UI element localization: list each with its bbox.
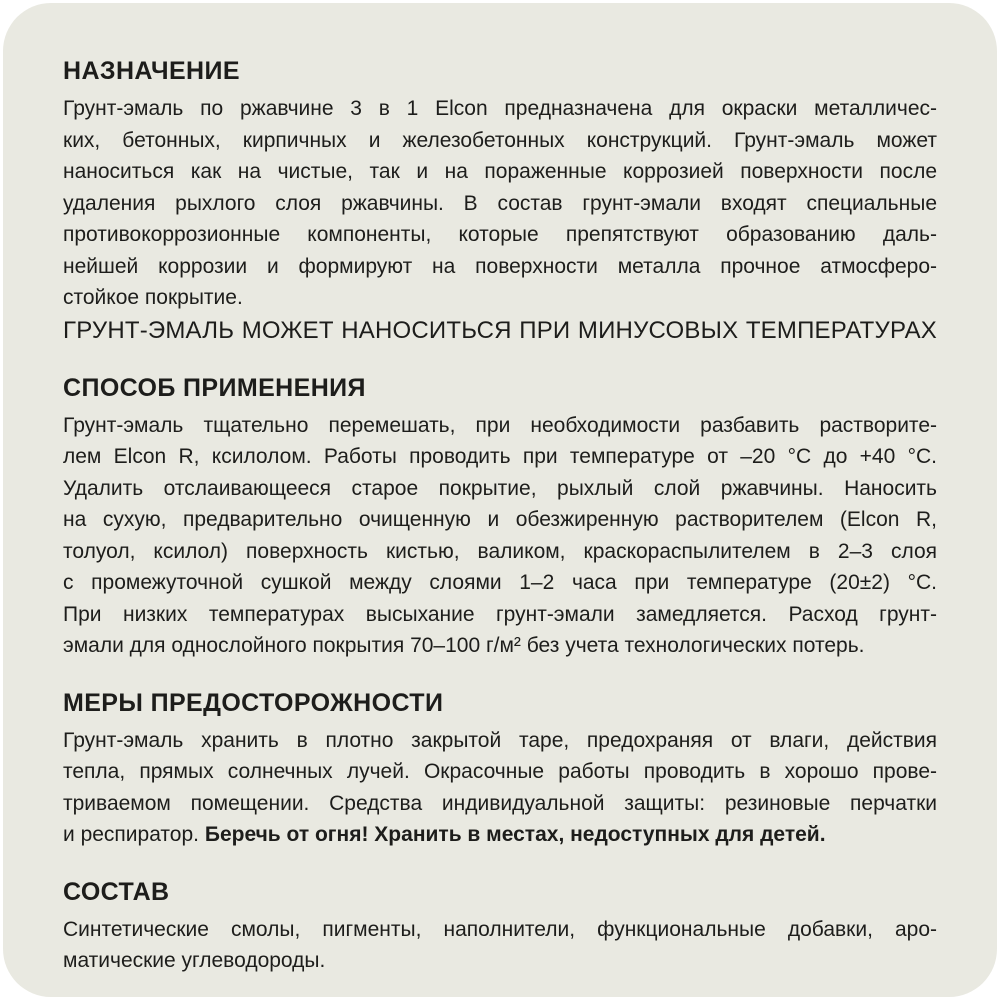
text-line	[63, 945, 937, 977]
product-label-card	[3, 3, 997, 997]
text-line	[63, 282, 937, 314]
section-body	[63, 410, 937, 662]
text-line	[63, 410, 937, 442]
text-segment: Грунт-эмаль хранить в плотно закрытой таре, предохраняя от влаги, действия	[63, 728, 937, 752]
text-segment: наноситься как на чистые, так и на пораженные коррозией поверхности после	[63, 160, 937, 183]
text-segment: ГРУНТ-ЭМАЛЬ МОЖЕТ НАНОСИТЬСЯ ПРИ МИНУСОВЫХ ТЕМПЕРАТУРАХ	[63, 316, 937, 344]
text-line	[63, 441, 937, 473]
text-segment: и респиратор.	[63, 823, 205, 846]
text-segment: эмали для однослойного покрытия 70–100 г/м² без учета технологических потерь.	[63, 634, 865, 657]
text-segment: Синтетические смолы, пигменты, наполнители, функциональные добавки, аро-	[63, 917, 937, 941]
text-line	[63, 725, 937, 757]
text-line	[63, 156, 937, 188]
text-line	[63, 914, 937, 946]
section-body	[63, 914, 937, 977]
text-line	[63, 630, 937, 662]
warning-text: Беречь от огня! Хранить в местах, недоступных для детей.	[204, 823, 826, 846]
text-segment: Грунт-эмаль тщательно перемешать, при необходимости разбавить растворите-	[63, 413, 937, 437]
text-segment: ких, бетонных, кирпичных и железобетонных конструкций. Грунт-эмаль может	[63, 128, 937, 152]
text-segment: на сухую, предварительно очищенную и обезжиренную растворителем (Elcon R,	[63, 508, 937, 531]
section-mery-predostorozhnosti	[63, 687, 937, 851]
text-segment: толуол, ксилол) поверхность кистью, валиком, краскораспылителем в 2–3 слоя	[63, 539, 937, 563]
text-line	[63, 473, 937, 505]
text-line	[63, 504, 937, 536]
text-line	[63, 219, 937, 251]
text-line	[63, 251, 937, 283]
text-segment: Грунт-эмаль по ржавчине 3 в 1 Elcon предназначена для окраски металличес-	[63, 97, 937, 120]
note-line	[63, 314, 937, 347]
text-line	[63, 599, 937, 631]
text-segment: Удалить отслаивающееся старое покрытие, рыхлый слой ржавчины. Наносить	[63, 476, 937, 500]
section-body	[63, 93, 937, 347]
section-naznachenie	[63, 55, 937, 347]
text-segment: лем Elcon R, ксилолом. Работы проводить при температуре от –20 °С до +40 °С.	[63, 445, 937, 468]
text-line	[63, 788, 937, 820]
text-line	[63, 93, 937, 125]
text-line	[63, 567, 937, 599]
section-heading: МЕРЫ ПРЕДОСТОРОЖНОСТИ	[63, 688, 444, 717]
text-segment: триваемом помещении. Средства индивидуальной защиты: резиновые перчатки	[63, 791, 937, 815]
text-segment: противокоррозионные компоненты, которые препятствуют образованию даль-	[63, 223, 937, 246]
text-line	[63, 756, 937, 788]
section-body	[63, 725, 937, 851]
text-segment: стойкое покрытие.	[63, 286, 243, 309]
section-sostav	[63, 876, 937, 977]
text-segment: матические углеводороды.	[63, 949, 326, 972]
text-line	[63, 536, 937, 568]
text-line	[63, 188, 937, 220]
text-segment: нейшей коррозии и формируют на поверхности металла прочное атмосферо-	[63, 254, 937, 278]
text-segment: с промежуточной сушкой между слоями 1–2 часа при температуре (20±2) °С.	[63, 571, 937, 594]
section-heading: СПОСОБ ПРИМЕНЕНИЯ	[63, 373, 366, 402]
text-segment: удаления рыхлого слоя ржавчины. В состав грунт-эмали входят специальные	[63, 191, 937, 215]
text-segment: тепла, прямых солнечных лучей. Окрасочные работы проводить в хорошо прове-	[63, 760, 937, 783]
section-heading: НАЗНАЧЕНИЕ	[63, 57, 240, 85]
section-sposob-primeneniya	[63, 372, 937, 662]
text-line	[63, 819, 937, 851]
section-heading: СОСТАВ	[63, 877, 170, 906]
text-line	[63, 125, 937, 157]
text-segment: При низких температурах высыхание грунт-эмали замедляется. Расход грунт-	[63, 602, 937, 626]
